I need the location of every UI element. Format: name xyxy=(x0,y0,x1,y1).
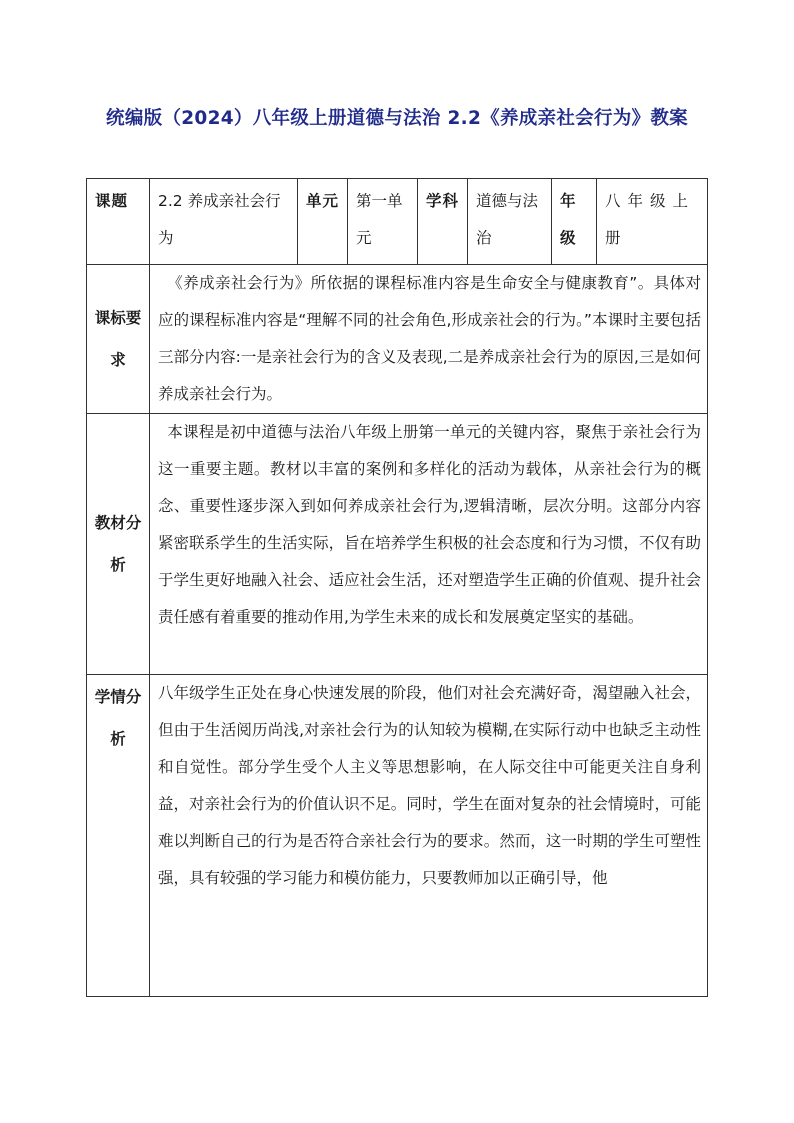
lesson-plan-table xyxy=(86,178,708,997)
page-title: 统编版（2024）八年级上册道德与法治 2.2《养成亲社会行为》教案 xyxy=(106,108,688,129)
student-analysis-label: 学情分析 xyxy=(87,675,150,997)
unit-value: 第一单元 xyxy=(348,179,418,265)
grade-label: 年级 xyxy=(552,179,597,265)
curriculum-standards-label: 课标要求 xyxy=(87,265,150,414)
subject-value: 道德与法治 xyxy=(468,179,552,265)
unit-label: 单元 xyxy=(298,179,348,265)
material-analysis-text: 本课程是初中道德与法治八年级上册第一单元的关键内容，聚焦于亲社会行为这一重要主题。教材以丰富的案例和多样化的活动为载体，从亲社会行为的概念、重要性逐步深入到如何养成亲社会行为,逻辑清晰，层次分明。这部分内容紧密联系学生的生活实际，旨在培养学生积极的社会态度和行为习惯，不仅有助于学生更好地融入社会、适应社会生活，还对塑造学生正确的价值观、提升社会责任感有着重要的推动作用,为学生未来的成长和发展奠定坚实的基础。 xyxy=(150,414,708,675)
material-analysis-row xyxy=(87,414,708,675)
topic-label: 课题 xyxy=(87,179,150,265)
material-analysis-label: 教材分析 xyxy=(87,414,150,675)
topic-value: 2.2 养成亲社会行为 xyxy=(150,179,298,265)
curriculum-standards-text: 《养成亲社会行为》所依据的课程标准内容是生命安全与健康教育”。具体对应的课程标准内容是“理解不同的社会角色,形成亲社会的行为。”本课时主要包括三部分内容:一是亲社会行为的含义及表现,二是养成亲社会行为的原因,三是如何养成亲社会行为。 xyxy=(150,265,708,414)
grade-value: 八年级上册 xyxy=(597,179,708,265)
header-row xyxy=(87,179,708,265)
student-analysis-row xyxy=(87,675,708,997)
subject-label: 学科 xyxy=(418,179,468,265)
curriculum-standards-row xyxy=(87,265,708,414)
student-analysis-text: 八年级学生正处在身心快速发展的阶段，他们对社会充满好奇，渴望融入社会，但由于生活阅历尚浅,对亲社会行为的认知较为模糊,在实际行动中也缺乏主动性和自觉性。部分学生受个人主义等思想影响，在人际交往中可能更关注自身利益，对亲社会行为的价值认识不足。同时，学生在面对复杂的社会情境时，可能难以判断自己的行为是否符合亲社会行为的要求。然而，这一时期的学生可塑性强，具有较强的学习能力和模仿能力，只要教师加以正确引导，他 xyxy=(150,675,708,997)
